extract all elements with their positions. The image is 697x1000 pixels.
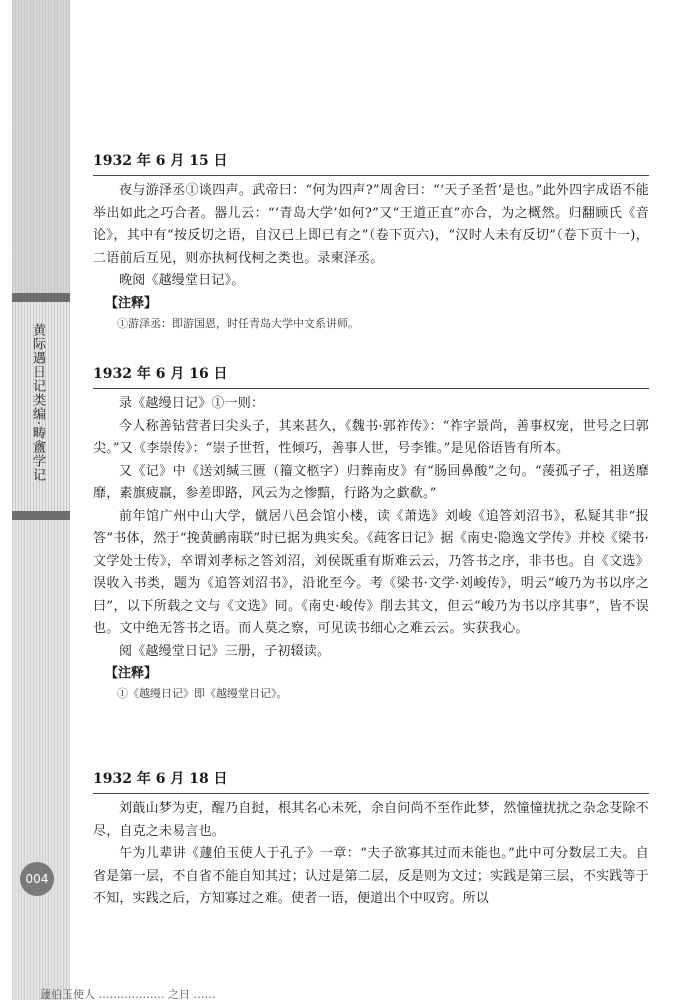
paragraph: 阅《越缦堂日记》三册，子初辍读。 <box>119 643 331 659</box>
paragraph: 夜与游泽丞①谈四声。武帝曰：“何为四声?”周舍曰：“‘天子圣哲’是也。”此外四字成语不能举出如此之巧合者。器儿云：“‘青岛大学’如何?”又“王道正直”亦合，为之概然。归翻顾氏《音论》，其中有“按反切之语，自汉已上即已有之”（卷下页六)，“汉时人未有反切”（卷下页十一)，二语前后互见，则亦执柯伐柯之类也。录柬泽丞。 <box>93 183 649 266</box>
sidebar-bar-top <box>12 293 70 302</box>
diary-entry <box>93 363 649 703</box>
sidebar-block-top <box>12 0 70 300</box>
note-heading: 【注释】 <box>105 295 158 311</box>
paragraph: 录《越缦日记》①一则： <box>119 396 265 411</box>
page-number-badge: 004 <box>20 862 54 896</box>
note-heading: 【注释】 <box>105 666 158 681</box>
paragraph: 晚阅《越缦堂日记》。 <box>119 273 245 288</box>
entry-date: 1932 年 6 月 15 日 <box>93 150 649 176</box>
diary-entry <box>93 150 649 333</box>
paragraph: 午为儿辈讲《蘧伯玉使人于孔子》一章：“夫子欲寡其过而未能也。”此中可分数层工夫。自省是第一层，不自省不能自知其过；认过是第二层，反是则为文过；实践是第三层，不实践等于不知，实践之后，方知寡过之难。使者一语，便道出个中叹窍。所以 <box>93 846 649 906</box>
paragraph: 又《记》中《送刘缄三匮（籀文柩字）归葬南皮》有“肠回鼻酸”之句。“蔆孤孑孑，祖送靡靡，素旗疲羸，参差即路，风云为之惨黯，行路为之歔欷。” <box>93 463 649 501</box>
sidebar-bar-bottom <box>12 511 70 520</box>
paragraph: 前年馆广州中山大学，僦居八邑会馆小楼，读《萧选》刘峻《追答刘沼书》，私疑其非“报答”书体，然于“挽黄鹂南联”时已据为典实矣。《莼客日记》据《南史·隐逸文学传》并校《梁书·文学处士传》，卒谓刘孝标之答刘沼，刘侯既重有斯难云云，乃答书之序，非书也。自《文选》误收入书类，题为《追答刘沼书》，沿讹至今。考《梁书·文学·刘峻传》，明云“峻乃为书以序之曰”，以下所载之文与《文选》同。《南史·峻传》削去其文，但云“峻乃为书以序其事”，皆不误也。文中绝无答书之语。而人莫之察，可见读书细心之难云云。实获我心。 <box>93 508 649 636</box>
footnote: ①游泽丞：即游国恩，时任青岛大学中文系讲师。 <box>117 316 359 330</box>
entry-date: 1932 年 6 月 18 日 <box>93 768 649 794</box>
sidebar <box>0 0 70 1000</box>
running-title: 黄际遇日记类编·畴盦学记 <box>30 323 45 483</box>
entry-date: 1932 年 6 月 16 日 <box>93 363 649 389</box>
diary-entry <box>93 768 649 911</box>
sidebar-block-lower <box>12 518 70 1000</box>
next-page-bleed: 蘧伯玉使人 ……………… 之日 …… <box>40 988 216 1000</box>
footnote: ①《越缦日记》即《越缦堂日记》。 <box>117 687 288 700</box>
paragraph: 刘蕺山梦为吏，醒乃自挝，根其名心未死，余自问尚不至作此梦，然憧憧扰扰之杂念芟除不尽，自克之未易言也。 <box>93 801 649 839</box>
paragraph: 今人称善钻营者曰尖头子，其来甚久，《魏书·郭祚传》：“祚字景尚，善事权宠，世号之曰郭尖。”又《李崇传》：“崇子世哲，性倾巧，善事人世，号李锥。”是见俗语皆有所本。 <box>93 418 649 456</box>
